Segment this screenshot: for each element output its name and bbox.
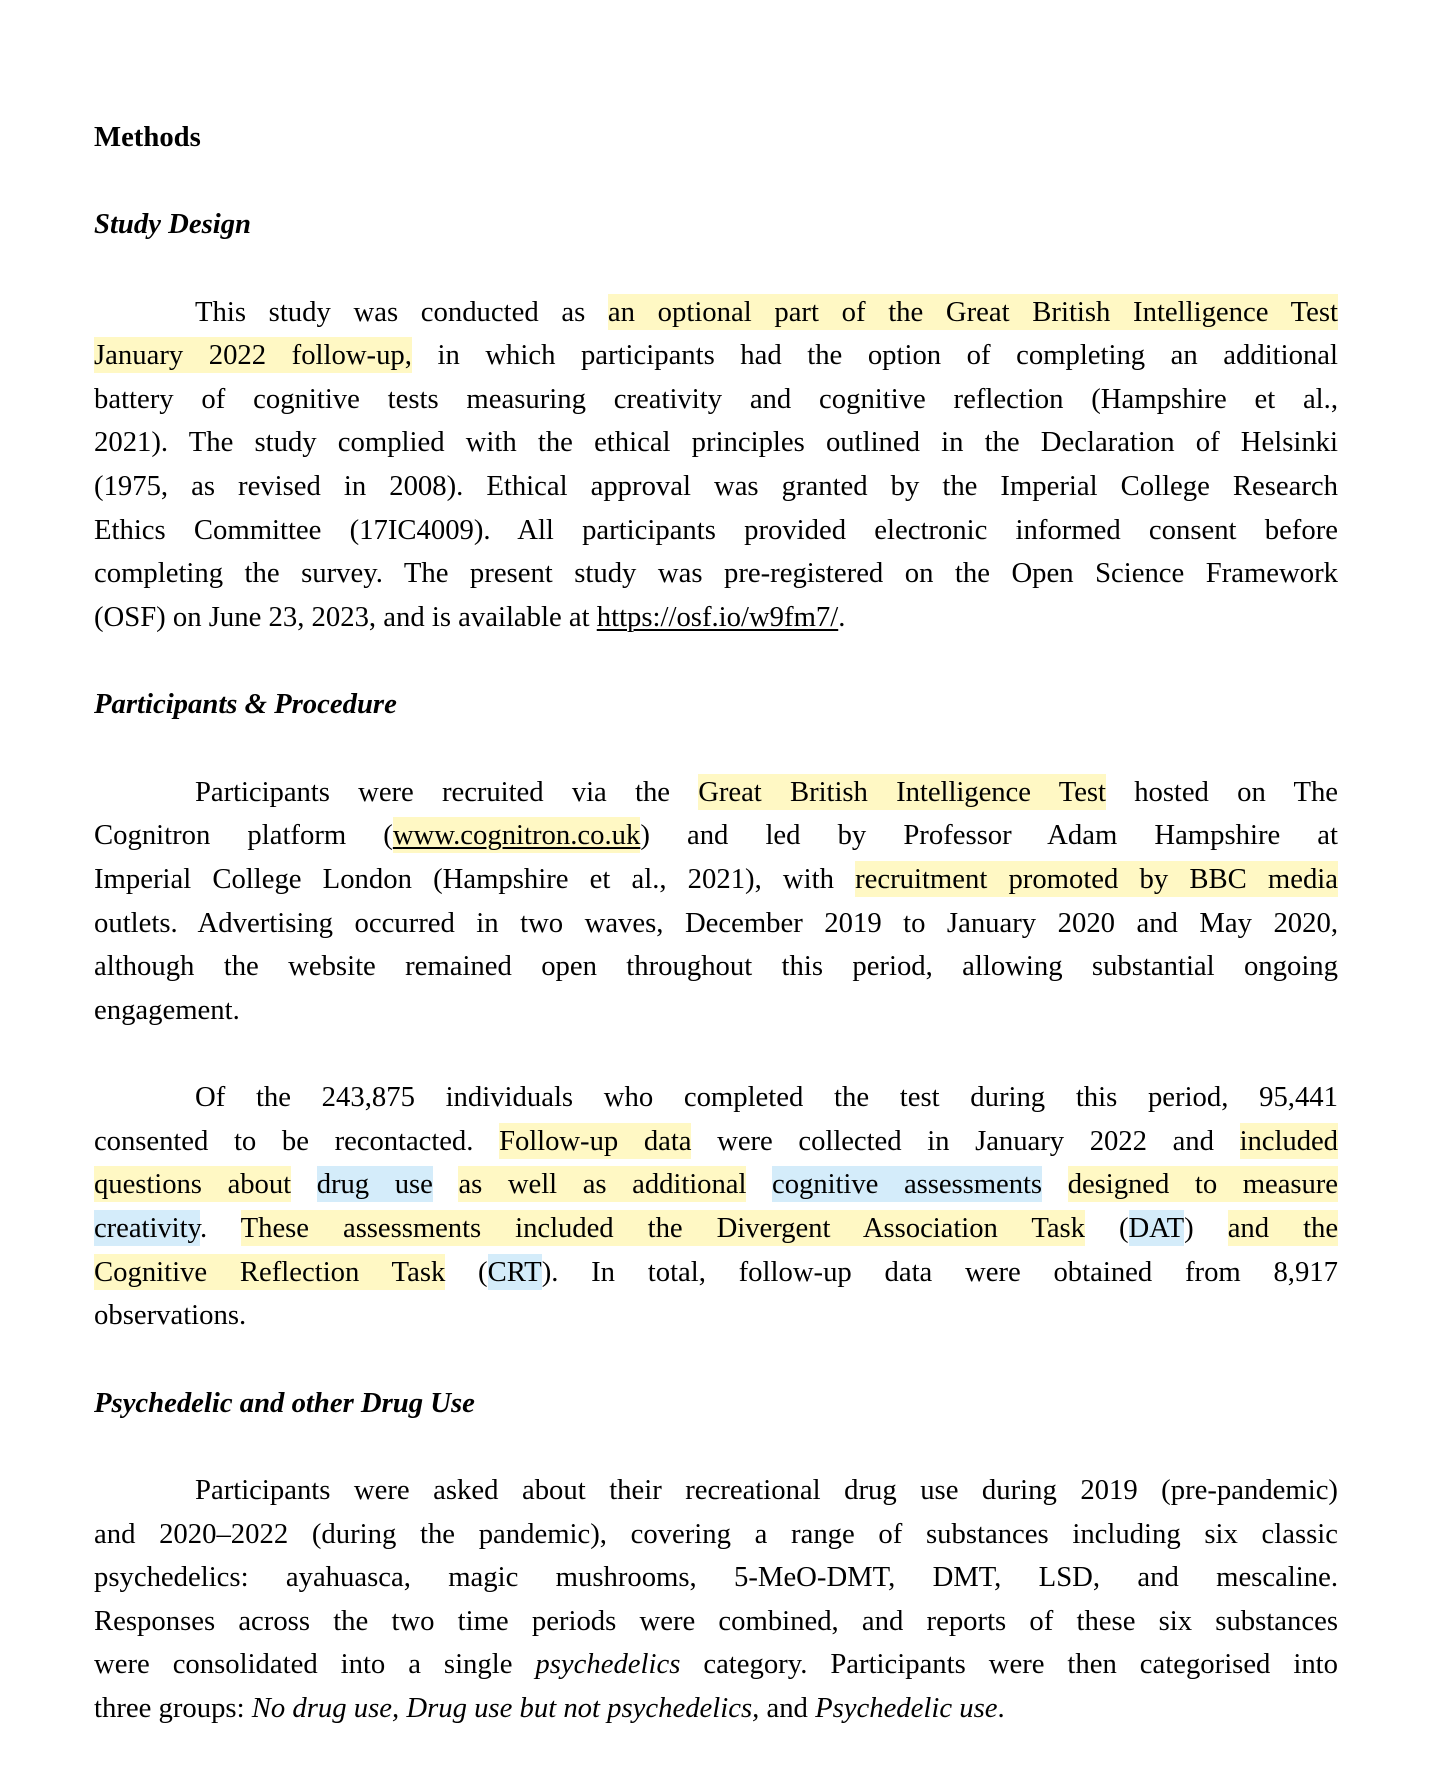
text-line — [94, 1294, 1338, 1338]
text-line — [94, 858, 1338, 902]
text-span: were consolidated into a single — [94, 1648, 536, 1681]
section-study-design — [94, 203, 1338, 639]
text-line — [94, 334, 1338, 378]
highlight-yellow: an optional part of the Great British Intelligence Test — [607, 295, 1338, 328]
text-span: were collected in January 2022 and — [691, 1124, 1240, 1157]
text-span: three groups: — [94, 1692, 252, 1725]
text-span: ). In total, follow-up data were obtained from 8,917 — [541, 1255, 1338, 1288]
text-span — [1042, 1168, 1068, 1200]
text-line — [94, 465, 1338, 509]
section-heading: Psychedelic and other Drug Use — [94, 1386, 475, 1419]
text-line — [94, 902, 1338, 946]
text-line — [94, 1513, 1338, 1557]
highlight-yellow: recruitment promoted by BBC media — [855, 862, 1338, 895]
text-line — [94, 1120, 1338, 1164]
text-line — [94, 771, 1338, 815]
text-line — [94, 1600, 1338, 1644]
hyperlink[interactable]: https://osf.io/w9fm7/ — [596, 601, 839, 634]
highlight-blue: DAT — [1128, 1212, 1185, 1245]
text-line — [94, 1076, 1338, 1120]
sections-container — [94, 203, 1338, 1730]
text-line — [94, 1163, 1338, 1207]
text-line — [94, 945, 1338, 989]
italic-text: No drug use, Drug use but not psychedelics, — [251, 1692, 760, 1725]
text-span: and 2020–2022 (during the pandemic), covering a range of substances including six classic — [94, 1517, 1338, 1550]
highlight-yellow: Great British Intelligence Test — [698, 775, 1106, 808]
text-line — [94, 421, 1338, 465]
text-span: Cognitron platform ( — [94, 819, 393, 852]
text-line — [94, 1469, 1338, 1513]
text-span: Participants were asked about their recreational drug use during 2019 (pre-pandemic) — [195, 1473, 1338, 1506]
text-span: completing the survey. The present study was pre-registered on the Open Science Framework — [94, 557, 1338, 590]
text-line — [94, 552, 1338, 596]
page-title: Methods — [94, 121, 201, 153]
text-line — [94, 291, 1338, 335]
text-span: engagement. — [94, 993, 240, 1026]
paragraph — [94, 1076, 1338, 1338]
text-span: observations. — [94, 1299, 247, 1332]
text-span: 2021). The study complied with the ethical principles outlined in the Declaration of Helsinki — [94, 426, 1338, 459]
section-participants-procedure — [94, 683, 1338, 1338]
text-span — [291, 1168, 317, 1200]
text-line — [94, 989, 1338, 1033]
highlight-yellow: These assessments included the Divergent Association Task — [240, 1212, 1085, 1245]
text-span: . — [838, 601, 846, 634]
text-line — [94, 596, 1338, 640]
text-line — [94, 814, 1338, 858]
text-line — [94, 1643, 1338, 1687]
text-span: ( — [445, 1255, 488, 1288]
highlight-yellow: and the — [1227, 1212, 1339, 1245]
paragraph — [94, 771, 1338, 1033]
text-span: battery of cognitive tests measuring creativity and cognitive reflection (Hampshire et al., — [94, 382, 1338, 415]
text-span: . — [199, 1212, 241, 1245]
text-span — [746, 1168, 772, 1200]
text-line — [94, 1207, 1338, 1251]
text-span: Responses across the two time periods were combined, and reports of these six substances — [94, 1604, 1338, 1637]
text-line — [94, 509, 1338, 553]
highlight-yellow: questions about — [94, 1168, 292, 1201]
text-span: psychedelics: ayahuasca, magic mushrooms, 5-MeO-DMT, DMT, LSD, and mescaline. — [94, 1561, 1338, 1594]
text-span: ( — [1084, 1212, 1129, 1245]
text-span: although the website remained open throughout this period, allowing substantial ongoing — [94, 950, 1338, 983]
paragraph — [94, 291, 1338, 640]
highlight-yellow: Cognitive Reflection Task — [94, 1255, 446, 1288]
text-span: . — [997, 1692, 1005, 1725]
highlight-yellow: Follow-up data — [499, 1124, 692, 1157]
highlight-yellow: as well as additional — [458, 1168, 747, 1201]
text-span: hosted on The — [1105, 775, 1338, 808]
highlight-blue: cognitive assessments — [772, 1168, 1043, 1201]
italic-text: psychedelics — [535, 1648, 681, 1681]
text-span: Participants were recruited via the — [195, 775, 699, 808]
highlight-blue: drug use — [316, 1168, 433, 1201]
text-span: in which participants had the option of completing an additional — [411, 339, 1338, 372]
highlight-yellow: included — [1239, 1124, 1338, 1157]
text-span: ) and led by Professor Adam Hampshire at — [640, 819, 1338, 852]
hyperlink[interactable]: www.cognitron.co.uk — [392, 819, 641, 852]
section-heading: Participants & Procedure — [94, 688, 397, 721]
italic-text: Psychedelic use — [815, 1692, 998, 1725]
highlight-yellow: designed to measure — [1067, 1168, 1338, 1201]
highlight-blue: creativity — [94, 1212, 200, 1245]
text-span: Imperial College London (Hampshire et al., 2021), with — [94, 862, 856, 895]
text-span — [433, 1168, 459, 1200]
text-line — [94, 378, 1338, 422]
text-span: category. Participants were then categorised into — [680, 1648, 1338, 1681]
highlight-yellow: January 2022 follow-up, — [94, 339, 412, 372]
text-span: outlets. Advertising occurred in two waves, December 2019 to January 2020 and May 2020, — [94, 906, 1338, 939]
text-span: Ethics Committee (17IC4009). All participants provided electronic informed consent before — [94, 513, 1338, 546]
text-span: This study was conducted as — [195, 295, 608, 328]
document-page — [94, 116, 1338, 1774]
section-drug-use — [94, 1382, 1338, 1731]
text-span: Of the 243,875 individuals who completed the test during this period, 95,441 — [195, 1081, 1338, 1114]
text-span: consented to be recontacted. — [94, 1124, 500, 1157]
section-heading: Study Design — [94, 208, 252, 241]
text-span: and — [759, 1692, 816, 1725]
text-line — [94, 1556, 1338, 1600]
text-line — [94, 1251, 1338, 1295]
highlight-blue: CRT — [487, 1255, 542, 1288]
text-span: (OSF) on June 23, 2023, and is available at — [94, 601, 597, 634]
text-line — [94, 1687, 1338, 1731]
text-span: (1975, as revised in 2008). Ethical approval was granted by the Imperial College Research — [94, 470, 1338, 503]
paragraph — [94, 1469, 1338, 1731]
text-span: ) — [1184, 1212, 1228, 1245]
